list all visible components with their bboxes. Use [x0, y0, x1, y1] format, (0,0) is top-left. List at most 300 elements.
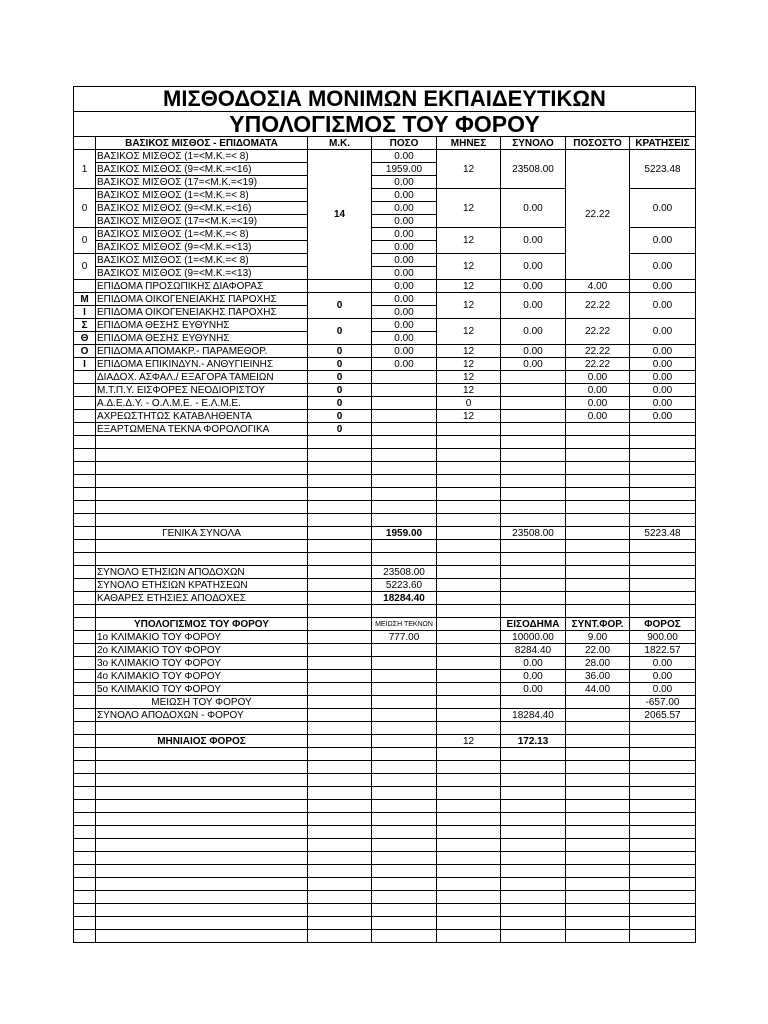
row-marker: [74, 410, 96, 423]
bracket-label: 2ο ΚΛΙΜΑΚΙΟ ΤΟΥ ΦΟΡΟΥ: [96, 644, 308, 657]
empty-row: [74, 878, 696, 891]
empty-cell: [630, 891, 696, 904]
totals-krat: 5223.48: [630, 527, 696, 540]
empty-row: [74, 774, 696, 787]
empty-cell: [437, 930, 501, 943]
empty-cell: [372, 553, 437, 566]
empty-cell: [74, 670, 96, 683]
empty-cell: [501, 592, 566, 605]
empty-cell: [308, 709, 372, 722]
column-header: ΒΑΣΙΚΟΣ ΜΙΣΘΟΣ - ΕΠΙΔΟΜΑΤΑ: [96, 137, 308, 150]
empty-cell: [501, 748, 566, 761]
krat-cell: 0.00: [630, 358, 696, 371]
empty-cell: [566, 592, 630, 605]
empty-cell: [566, 436, 630, 449]
bracket-eisodima: 0.00: [501, 683, 566, 696]
empty-cell: [437, 878, 501, 891]
empty-row: [74, 891, 696, 904]
empty-cell: [437, 787, 501, 800]
empty-cell: [96, 839, 308, 852]
bracket-foros: 0.00: [630, 683, 696, 696]
empty-cell: [308, 800, 372, 813]
poso-cell: 0.00: [372, 189, 437, 202]
empty-cell: [96, 501, 308, 514]
empty-cell: [630, 852, 696, 865]
reduction-foros: -657.00: [630, 696, 696, 709]
pososto-cell: 22.22: [566, 358, 630, 371]
row-label: ΔΙΑΔΟΧ. ΑΣΦΑΛ./ ΕΞΑΓΟΡΑ ΤΑΜΕΙΩΝ: [96, 371, 308, 384]
pososto-cell: 22.22: [566, 319, 630, 345]
empty-cell: [96, 514, 308, 527]
krat-cell: [630, 423, 696, 436]
annual-row: [74, 592, 696, 605]
empty-row: [74, 722, 696, 735]
empty-cell: [372, 930, 437, 943]
pososto-basic-cell: 22.22: [566, 150, 630, 280]
empty-cell: [308, 605, 372, 618]
empty-cell: [372, 709, 437, 722]
empty-cell: [437, 826, 501, 839]
krat-cell: 0.00: [630, 410, 696, 423]
bracket-syntel: 22.00: [566, 644, 630, 657]
empty-cell: [501, 488, 566, 501]
empty-cell: [566, 462, 630, 475]
empty-cell: [96, 540, 308, 553]
empty-cell: [308, 891, 372, 904]
empty-cell: [566, 579, 630, 592]
row-marker: Θ: [74, 332, 96, 345]
empty-cell: [96, 930, 308, 943]
column-header: ΠΟΣΟΣΤΟ: [566, 137, 630, 150]
krat-cell: 0.00: [630, 371, 696, 384]
empty-cell: [74, 631, 96, 644]
empty-cell: [566, 878, 630, 891]
monthly-row: [74, 735, 696, 748]
empty-cell: [372, 891, 437, 904]
empty-cell: [308, 787, 372, 800]
empty-row: [74, 787, 696, 800]
empty-cell: [630, 787, 696, 800]
empty-cell: [372, 748, 437, 761]
empty-cell: [372, 839, 437, 852]
empty-cell: [501, 514, 566, 527]
totals-row: [74, 527, 696, 540]
empty-cell: [501, 722, 566, 735]
header-row: [74, 137, 696, 150]
bracket-meiosi: [372, 644, 437, 657]
empty-row: [74, 553, 696, 566]
annual-row: [74, 579, 696, 592]
synolo-cell: 0.00: [501, 228, 566, 254]
empty-cell: [96, 891, 308, 904]
empty-cell: [96, 605, 308, 618]
empty-cell: [501, 579, 566, 592]
empty-row: [74, 930, 696, 943]
empty-cell: [372, 917, 437, 930]
empty-cell: [372, 826, 437, 839]
net-eisodima: 18284.40: [501, 709, 566, 722]
row-label: ΒΑΣΙΚΟΣ ΜΙΣΘΟΣ (1=<Μ.Κ.=< 8): [96, 189, 308, 202]
empty-cell: [501, 553, 566, 566]
empty-row: [74, 514, 696, 527]
empty-cell: [566, 761, 630, 774]
krat-cell: 0.00: [630, 384, 696, 397]
empty-cell: [308, 813, 372, 826]
pososto-cell: 0.00: [566, 410, 630, 423]
empty-cell: [437, 670, 501, 683]
bracket-syntel: 44.00: [566, 683, 630, 696]
empty-cell: [308, 631, 372, 644]
empty-cell: [308, 475, 372, 488]
mk-cell: 0: [308, 319, 372, 345]
synolo-cell: 0.00: [501, 293, 566, 319]
empty-cell: [566, 696, 630, 709]
pososto-cell: 0.00: [566, 397, 630, 410]
table-row: [74, 423, 696, 436]
mines-cell: 12: [437, 358, 501, 371]
empty-cell: [437, 566, 501, 579]
empty-cell: [437, 644, 501, 657]
row-marker: 1: [74, 150, 96, 189]
bracket-foros: 900.00: [630, 631, 696, 644]
synolo-cell: 0.00: [501, 189, 566, 228]
monthly-label: ΜΗΝΙΑΙΟΣ ΦΟΡΟΣ: [96, 735, 308, 748]
synolo-cell: 0.00: [501, 280, 566, 293]
totals-poso: 1959.00: [372, 527, 437, 540]
empty-cell: [566, 475, 630, 488]
row-marker: Σ: [74, 319, 96, 332]
empty-cell: [308, 696, 372, 709]
empty-cell: [630, 813, 696, 826]
row-marker: [74, 397, 96, 410]
poso-cell: [372, 423, 437, 436]
empty-cell: [437, 475, 501, 488]
empty-cell: [437, 553, 501, 566]
empty-cell: [501, 800, 566, 813]
empty-cell: [630, 878, 696, 891]
empty-cell: [74, 475, 96, 488]
empty-cell: [630, 592, 696, 605]
empty-cell: [437, 501, 501, 514]
empty-cell: [566, 787, 630, 800]
sheet-title: ΜΙΣΘΟΔΟΣΙΑ ΜΟΝΙΜΩΝ ΕΚΠΑΙΔΕΥΤΙΚΩΝ: [74, 87, 696, 112]
empty-cell: [96, 917, 308, 930]
empty-cell: [308, 527, 372, 540]
empty-cell: [566, 501, 630, 514]
poso-cell: 0.00: [372, 202, 437, 215]
pososto-cell: 22.22: [566, 293, 630, 319]
empty-cell: [372, 813, 437, 826]
poso-cell: [372, 410, 437, 423]
empty-cell: [630, 579, 696, 592]
synolo-cell: [501, 397, 566, 410]
empty-cell: [437, 709, 501, 722]
poso-cell: [372, 397, 437, 410]
payroll-sheet: [73, 86, 696, 943]
row-label: ΕΠΙΔΟΜΑ ΘΕΣΗΣ ΕΥΘΥΝΗΣ: [96, 332, 308, 345]
empty-cell: [372, 865, 437, 878]
empty-cell: [372, 800, 437, 813]
empty-cell: [630, 501, 696, 514]
empty-cell: [74, 553, 96, 566]
empty-cell: [372, 904, 437, 917]
poso-cell: [372, 371, 437, 384]
empty-cell: [74, 436, 96, 449]
reduction-label: ΜΕΙΩΣΗ ΤΟΥ ΦΟΡΟΥ: [96, 696, 308, 709]
mines-cell: 12: [437, 384, 501, 397]
mk-cell: 0: [308, 293, 372, 319]
empty-cell: [630, 449, 696, 462]
empty-cell: [566, 891, 630, 904]
empty-row: [74, 904, 696, 917]
row-label: Μ.Τ.Π.Υ. ΕΙΣΦΟΡΕΣ ΝΕΟΔΙΟΡΙΣΤΟΥ: [96, 384, 308, 397]
empty-cell: [437, 774, 501, 787]
row-label: ΕΠΙΔΟΜΑ ΟΙΚΟΓΕΝΕΙΑΚΗΣ ΠΑΡΟΧΗΣ: [96, 306, 308, 319]
poso-cell: 0.00: [372, 280, 437, 293]
row-marker: [74, 423, 96, 436]
mines-cell: 12: [437, 345, 501, 358]
bracket-eisodima: 10000.00: [501, 631, 566, 644]
monthly-value: 172.13: [501, 735, 566, 748]
empty-cell: [372, 449, 437, 462]
tax-header-eisodima: ΕΙΣΟΔΗΜΑ: [501, 618, 566, 631]
empty-cell: [501, 605, 566, 618]
column-header: ΠΟΣΟ: [372, 137, 437, 150]
krat-cell: 0.00: [630, 228, 696, 254]
bracket-meiosi: [372, 657, 437, 670]
column-header: Μ.Κ.: [308, 137, 372, 150]
monthly-mines: 12: [437, 735, 501, 748]
empty-cell: [96, 787, 308, 800]
empty-cell: [630, 865, 696, 878]
empty-cell: [74, 514, 96, 527]
empty-row: [74, 865, 696, 878]
empty-cell: [96, 462, 308, 475]
empty-cell: [566, 709, 630, 722]
table-row: [74, 358, 696, 371]
empty-cell: [74, 501, 96, 514]
empty-cell: [566, 488, 630, 501]
tax-header-meiosi: ΜΕΙΩΣΗ ΤΕΚΝΩΝ: [372, 618, 437, 631]
synolo-cell: 23508.00: [501, 150, 566, 189]
mk-cell: [308, 280, 372, 293]
row-marker: Μ: [74, 293, 96, 306]
empty-cell: [566, 553, 630, 566]
empty-cell: [437, 436, 501, 449]
krat-cell: 0.00: [630, 319, 696, 345]
totals-synolo: 23508.00: [501, 527, 566, 540]
empty-cell: [630, 488, 696, 501]
bracket-foros: 1822.57: [630, 644, 696, 657]
empty-cell: [74, 657, 96, 670]
empty-cell: [501, 475, 566, 488]
empty-cell: [74, 839, 96, 852]
empty-row: [74, 501, 696, 514]
mk-cell: 0: [308, 371, 372, 384]
krat-cell: 0.00: [630, 189, 696, 228]
bracket-label: 1ο ΚΛΙΜΑΚΙΟ ΤΟΥ ΦΟΡΟΥ: [96, 631, 308, 644]
empty-cell: [437, 657, 501, 670]
row-label: ΕΞΑΡΤΩΜΕΝΑ ΤΕΚΝΑ ΦΟΡΟΛΟΓΙΚΑ: [96, 423, 308, 436]
table-row: [74, 280, 696, 293]
empty-cell: [630, 761, 696, 774]
empty-cell: [74, 696, 96, 709]
row-marker: Ο: [74, 345, 96, 358]
bracket-syntel: 36.00: [566, 670, 630, 683]
empty-cell: [74, 774, 96, 787]
empty-cell: [96, 449, 308, 462]
empty-cell: [372, 774, 437, 787]
poso-cell: 0.00: [372, 241, 437, 254]
empty-cell: [501, 462, 566, 475]
empty-cell: [74, 748, 96, 761]
empty-row: [74, 748, 696, 761]
row-label: ΒΑΣΙΚΟΣ ΜΙΣΘΟΣ (1=<Μ.Κ.=< 8): [96, 228, 308, 241]
empty-cell: [372, 514, 437, 527]
empty-cell: [501, 904, 566, 917]
empty-cell: [74, 891, 96, 904]
mines-cell: 12: [437, 280, 501, 293]
empty-cell: [74, 618, 96, 631]
empty-cell: [501, 566, 566, 579]
mines-cell: 12: [437, 254, 501, 280]
empty-cell: [437, 592, 501, 605]
empty-cell: [566, 748, 630, 761]
empty-cell: [501, 826, 566, 839]
bracket-eisodima: 8284.40: [501, 644, 566, 657]
empty-cell: [566, 839, 630, 852]
synolo-cell: 0.00: [501, 345, 566, 358]
empty-cell: [308, 930, 372, 943]
krat-cell: 0.00: [630, 280, 696, 293]
empty-cell: [437, 891, 501, 904]
subtitle-row: [74, 112, 696, 137]
empty-cell: [372, 462, 437, 475]
empty-cell: [308, 826, 372, 839]
empty-cell: [566, 514, 630, 527]
row-label: ΑΧΡΕΩΣΤΗΤΩΣ ΚΑΤΑΒΛΗΘΕΝΤΑ: [96, 410, 308, 423]
synolo-cell: 0.00: [501, 358, 566, 371]
row-label: ΕΠΙΔΟΜΑ ΘΕΣΗΣ ΕΥΘΥΝΗΣ: [96, 319, 308, 332]
empty-cell: [372, 735, 437, 748]
net-row: [74, 709, 696, 722]
empty-cell: [372, 436, 437, 449]
mines-cell: 12: [437, 228, 501, 254]
empty-cell: [74, 904, 96, 917]
empty-cell: [566, 930, 630, 943]
empty-cell: [308, 878, 372, 891]
empty-cell: [501, 449, 566, 462]
empty-cell: [308, 865, 372, 878]
empty-cell: [630, 930, 696, 943]
empty-cell: [501, 774, 566, 787]
empty-cell: [566, 852, 630, 865]
net-foros: 2065.57: [630, 709, 696, 722]
empty-cell: [501, 865, 566, 878]
poso-cell: 0.00: [372, 345, 437, 358]
totals-label: ΓΕΝΙΚΑ ΣΥΝΟΛΑ: [96, 527, 308, 540]
empty-cell: [74, 683, 96, 696]
row-label: ΒΑΣΙΚΟΣ ΜΙΣΘΟΣ (1=<Μ.Κ.=< 8): [96, 150, 308, 163]
empty-cell: [566, 449, 630, 462]
table-row: [74, 410, 696, 423]
empty-cell: [566, 826, 630, 839]
empty-cell: [630, 800, 696, 813]
synolo-cell: [501, 371, 566, 384]
empty-cell: [372, 878, 437, 891]
empty-cell: [437, 722, 501, 735]
mk-cell: 0: [308, 384, 372, 397]
table-row: [74, 319, 696, 332]
bracket-row: [74, 670, 696, 683]
empty-cell: [501, 852, 566, 865]
pososto-cell: 4.00: [566, 280, 630, 293]
annual-value: 23508.00: [372, 566, 437, 579]
mk-cell: 0: [308, 423, 372, 436]
row-label: Α.Δ.Ε.Δ.Υ. - Ο.Λ.Μ.Ε. - Ε.Λ.Μ.Ε.: [96, 397, 308, 410]
mk-cell: 0: [308, 345, 372, 358]
poso-cell: 0.00: [372, 267, 437, 280]
empty-cell: [566, 917, 630, 930]
empty-cell: [308, 657, 372, 670]
empty-row: [74, 449, 696, 462]
synolo-cell: [501, 384, 566, 397]
krat-cell: 0.00: [630, 397, 696, 410]
empty-cell: [308, 774, 372, 787]
empty-cell: [96, 475, 308, 488]
tax-header-syntel: ΣΥΝΤ.ΦΟΡ.: [566, 618, 630, 631]
bracket-meiosi: 777.00: [372, 631, 437, 644]
empty-cell: [630, 904, 696, 917]
krat-cell: 0.00: [630, 254, 696, 280]
bracket-row: [74, 631, 696, 644]
bracket-foros: 0.00: [630, 657, 696, 670]
row-marker: 0: [74, 228, 96, 254]
empty-cell: [74, 488, 96, 501]
mines-cell: 12: [437, 189, 501, 228]
empty-cell: [566, 813, 630, 826]
empty-row: [74, 605, 696, 618]
empty-cell: [437, 761, 501, 774]
column-header: ΣΥΝΟΛΟ: [501, 137, 566, 150]
header-blank: [74, 137, 96, 150]
row-label: ΕΠΙΔΟΜΑ ΠΡΟΣΩΠΙΚΗΣ ΔΙΑΦΟΡΑΣ: [96, 280, 308, 293]
poso-cell: 0.00: [372, 150, 437, 163]
empty-cell: [501, 696, 566, 709]
bracket-syntel: 9.00: [566, 631, 630, 644]
empty-row: [74, 917, 696, 930]
empty-cell: [74, 917, 96, 930]
empty-cell: [437, 917, 501, 930]
annual-value: 18284.40: [372, 592, 437, 605]
row-label: ΕΠΙΔΟΜΑ ΕΠΙΚΙΝΔΥΝ.- ΑΝΘΥΓΙΕΙΝΗΣ: [96, 358, 308, 371]
empty-cell: [501, 540, 566, 553]
annual-label: ΚΑΘΑΡΕΣ ΕΤΗΣΙΕΣ ΑΠΟΔΟΧΕΣ: [96, 592, 308, 605]
empty-cell: [372, 605, 437, 618]
row-label: ΕΠΙΔΟΜΑ ΟΙΚΟΓΕΝΕΙΑΚΗΣ ΠΑΡΟΧΗΣ: [96, 293, 308, 306]
pososto-cell: 0.00: [566, 371, 630, 384]
row-marker: 0: [74, 189, 96, 228]
empty-cell: [74, 462, 96, 475]
mines-cell: 12: [437, 293, 501, 319]
krat-cell: 5223.48: [630, 150, 696, 189]
empty-cell: [501, 501, 566, 514]
sheet-subtitle: ΥΠΟΛΟΓΙΣΜΟΣ ΤΟΥ ΦΟΡΟΥ: [74, 112, 696, 137]
annual-row: [74, 566, 696, 579]
empty-cell: [308, 683, 372, 696]
empty-cell: [308, 488, 372, 501]
mines-cell: 0: [437, 397, 501, 410]
